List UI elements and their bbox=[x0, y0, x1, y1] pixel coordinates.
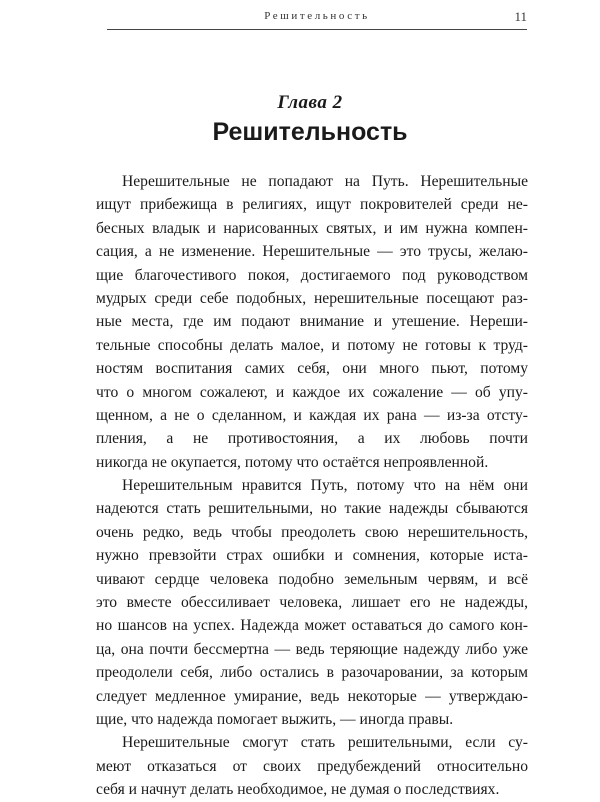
running-title: Решительность bbox=[264, 10, 370, 22]
paragraph bbox=[96, 474, 528, 731]
page-number: 11 bbox=[514, 9, 527, 24]
text-line: щие, что надежда помогает выжить, — иногда правы. bbox=[96, 710, 454, 728]
text-line: ностям воспитания самих себя, они много пьют, потому bbox=[96, 360, 528, 378]
text-line: ные места, где им подают внимание и утешение. Нереши- bbox=[96, 313, 528, 331]
text-line: но шансов на успех. Надежда может оставаться до самого кон- bbox=[96, 617, 528, 635]
chapter-title: Решительность bbox=[212, 118, 408, 146]
body-text bbox=[96, 170, 528, 802]
text-line: ца, она почти бессмертна — ведь теряющие надежду либо уже bbox=[96, 640, 528, 658]
text-line: пления, а не противостояния, а их любовь почти bbox=[96, 430, 528, 448]
text-line: это вместе обессиливает человека, лишает его не надежды, bbox=[96, 594, 528, 612]
text-line: сация, а не изменение. Нерешительные — это трусы, желаю- bbox=[96, 243, 528, 261]
chapter-label: Глава 2 bbox=[277, 92, 343, 113]
text-line: надеются стать решительными, но такие надежды сбываются bbox=[96, 500, 528, 518]
running-header bbox=[107, 8, 527, 28]
text-line: щенном, а не о сделанном, и каждая их рана — из-за отсту- bbox=[96, 406, 528, 424]
text-line: следует медленное умирание, ведь некоторые — утверждаю- bbox=[96, 687, 528, 705]
text-line: нужно превзойти страх ошибки и сомнения, которые иста- bbox=[96, 547, 528, 565]
text-line: никогда не окупается, потому что остаётся непроявленной. bbox=[96, 453, 489, 471]
text-line: ищут прибежища в религиях, ищут покровителей среди не- bbox=[96, 196, 528, 214]
text-line: себя и начнут делать необходимое, не думая о последствиях. bbox=[96, 781, 500, 799]
paragraph bbox=[96, 731, 528, 801]
text-line: мудрых среди себе подобных, нерешительные посещают раз- bbox=[96, 289, 528, 307]
text-line: Нерешительным нравится Путь, потому что на нём они bbox=[122, 477, 528, 495]
text-line: что о многом сожалеют, и каждое их сожаление — об упу- bbox=[96, 383, 528, 401]
text-line: преодолели себя, либо остались в разочаровании, за которым bbox=[96, 664, 528, 682]
header-rule bbox=[107, 29, 527, 30]
text-line: тельные способны делать малое, и потому не готовы к труд- bbox=[96, 336, 528, 354]
text-line: меют отказаться от своих предубеждений относительно bbox=[96, 757, 528, 775]
text-line: очень редко, ведь чтобы преодолеть свою нерешительность, bbox=[96, 523, 528, 541]
text-line: чивают сердце человека подобно земельным червям, и всё bbox=[96, 570, 528, 588]
text-line: щие благочестивого покоя, достигаемого под руководством bbox=[96, 266, 528, 284]
text-line: Нерешительные не попадают на Путь. Нерешительные bbox=[122, 173, 528, 190]
text-line: бесных владык и нарисованных святых, и им нужна компен- bbox=[96, 219, 528, 237]
text-line: Нерешительные смогут стать решительными, если су- bbox=[122, 734, 528, 752]
paragraph bbox=[96, 170, 528, 474]
